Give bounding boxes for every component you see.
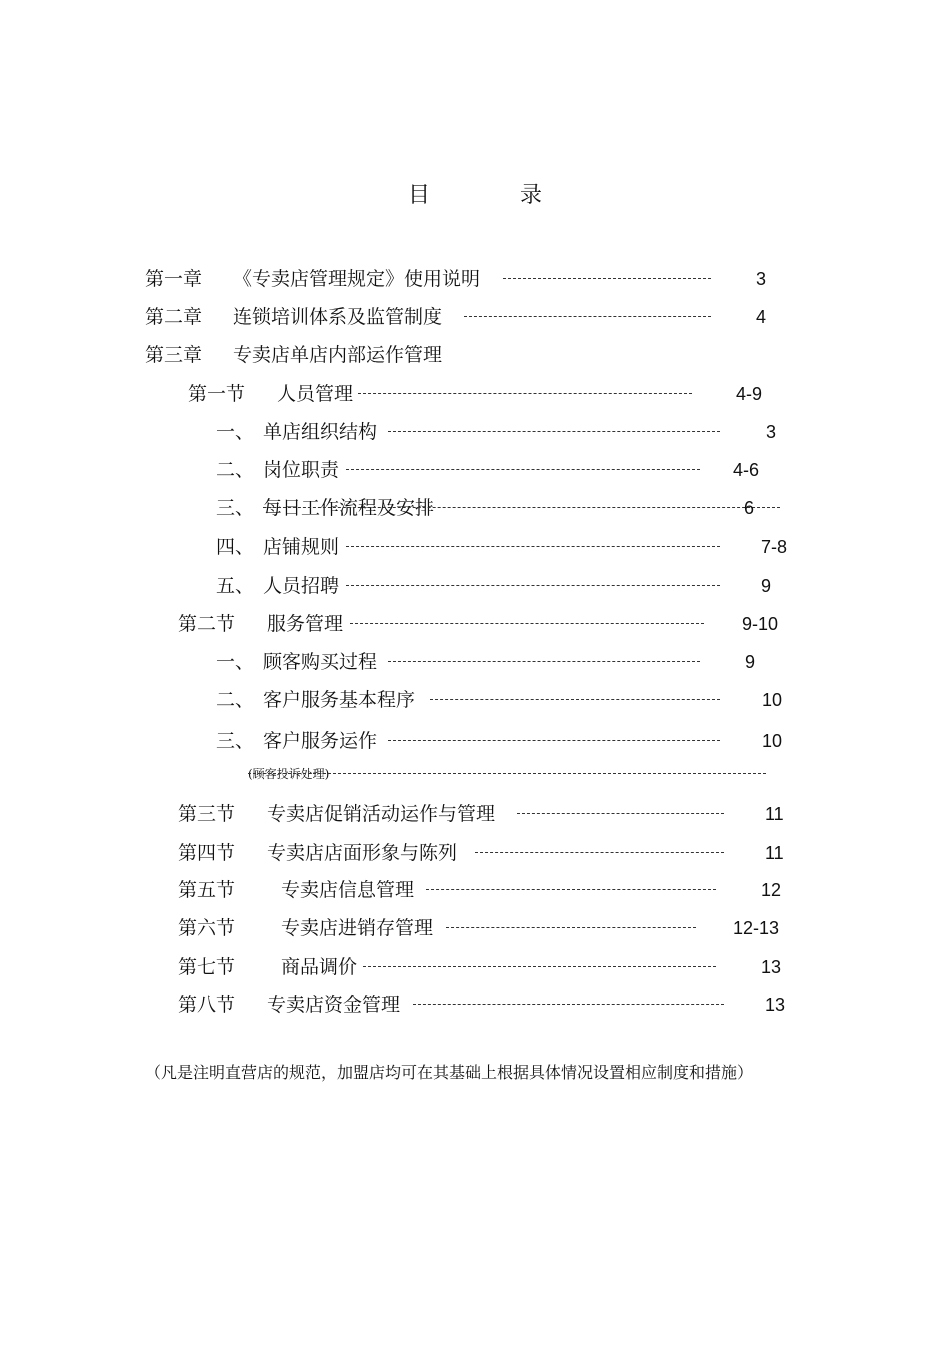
toc-label: 第三节 xyxy=(178,803,236,825)
toc-page: 11 xyxy=(765,843,784,863)
toc-text: 顾客购买过程 xyxy=(263,651,378,673)
toc-leader xyxy=(346,585,720,586)
toc-text: 店铺规则 xyxy=(263,536,340,558)
toc-text: 每日工作流程及安排 xyxy=(263,497,435,519)
toc-label: 五、 xyxy=(216,575,255,597)
toc-label: 第二节 xyxy=(178,613,236,635)
toc-row xyxy=(0,993,950,1017)
toc-page: 13 xyxy=(761,957,782,977)
toc-text: 人员招聘 xyxy=(263,575,340,597)
toc-label: 第八节 xyxy=(178,994,236,1016)
sub-note: (顾客投诉处理) xyxy=(248,767,330,781)
toc-text: 专卖店进销存管理 xyxy=(281,917,434,939)
toc-row xyxy=(0,612,950,636)
toc-label: 三、 xyxy=(216,730,255,752)
toc-text: 岗位职责 xyxy=(263,459,340,481)
toc-row xyxy=(0,420,950,444)
toc-leader xyxy=(475,852,724,853)
toc-page: 4-6 xyxy=(733,460,760,480)
toc-text: 单店组织结构 xyxy=(263,421,378,443)
toc-leader xyxy=(358,393,692,394)
toc-page: 9 xyxy=(761,576,772,596)
toc-leader xyxy=(430,699,720,700)
footnote: （凡是注明直营店的规范，加盟店均可在其基础上根据具体情况设置相应制度和措施） xyxy=(145,1063,754,1082)
toc-row xyxy=(0,841,950,865)
toc-label: 四、 xyxy=(216,536,255,558)
toc-row xyxy=(0,729,950,753)
toc-page: 12 xyxy=(761,880,782,900)
toc-text: 客户服务运作 xyxy=(263,730,378,752)
toc-leader xyxy=(248,773,766,774)
toc-label: 第一节 xyxy=(188,383,246,405)
toc-text: 专卖店资金管理 xyxy=(267,994,401,1016)
toc-text: 专卖店促销活动运作与管理 xyxy=(267,803,496,825)
toc-page: 3 xyxy=(766,422,777,442)
toc-label: 第七节 xyxy=(178,956,236,978)
toc-row xyxy=(0,496,950,520)
toc-page: 12-13 xyxy=(733,918,780,938)
toc-page: 10 xyxy=(762,690,783,710)
page-title xyxy=(0,178,950,209)
toc-label: 二、 xyxy=(216,689,255,711)
toc-page: 4-9 xyxy=(736,384,763,404)
toc-leader xyxy=(350,623,704,624)
toc-leader xyxy=(517,813,724,814)
toc-leader xyxy=(346,469,700,470)
toc-text: 专卖店单店内部运作管理 xyxy=(233,344,443,366)
toc-row xyxy=(0,382,950,406)
toc-text: 《专卖店管理规定》使用说明 xyxy=(233,268,481,290)
toc-page: 6 xyxy=(744,498,755,518)
toc-page: 9 xyxy=(745,652,756,672)
toc-leader xyxy=(363,966,716,967)
toc-page: 10 xyxy=(762,731,783,751)
toc-label: 第二章 xyxy=(145,306,203,328)
toc-page: 7-8 xyxy=(761,537,788,557)
toc-text: 专卖店信息管理 xyxy=(281,879,415,901)
toc-row xyxy=(0,305,950,329)
toc-page: 3 xyxy=(756,269,767,289)
toc-leader xyxy=(446,927,696,928)
toc-label: 一、 xyxy=(216,421,255,443)
toc-leader xyxy=(263,507,780,508)
toc-label: 一、 xyxy=(216,651,255,673)
toc-row xyxy=(0,955,950,979)
toc-label: 第一章 xyxy=(145,268,203,290)
toc-text: 商品调价 xyxy=(281,956,358,978)
toc-leader xyxy=(388,431,720,432)
toc-text: 连锁培训体系及监管制度 xyxy=(233,306,443,328)
toc-row xyxy=(0,574,950,598)
toc-page: 4 xyxy=(756,307,767,327)
toc-page: 11 xyxy=(765,804,784,824)
toc-text: 服务管理 xyxy=(267,613,344,635)
toc-row xyxy=(0,343,950,367)
toc-page: 13 xyxy=(765,995,786,1015)
toc-leader xyxy=(464,316,711,317)
toc-row xyxy=(0,267,950,291)
toc-leader xyxy=(346,546,720,547)
toc-text: 客户服务基本程序 xyxy=(263,689,416,711)
toc-leader xyxy=(388,740,720,741)
toc-leader xyxy=(503,278,711,279)
toc-row xyxy=(0,802,950,826)
toc-row xyxy=(0,458,950,482)
toc-row xyxy=(0,916,950,940)
toc-label: 第六节 xyxy=(178,917,236,939)
toc-leader xyxy=(413,1004,724,1005)
toc-row xyxy=(0,878,950,902)
toc-label: 第四节 xyxy=(178,842,236,864)
toc-row xyxy=(0,650,950,674)
toc-row xyxy=(0,535,950,559)
toc-label: 三、 xyxy=(216,497,255,519)
toc-leader xyxy=(388,661,700,662)
toc-label: 第三章 xyxy=(145,344,203,366)
toc-label: 二、 xyxy=(216,459,255,481)
toc-row xyxy=(0,688,950,712)
sub-note-leader-row xyxy=(0,762,950,786)
toc-label: 第五节 xyxy=(178,879,236,901)
title-char-1: 目 xyxy=(407,183,430,208)
toc-text: 专卖店店面形象与陈列 xyxy=(267,842,458,864)
toc-text: 人员管理 xyxy=(277,383,354,405)
title-char-2: 录 xyxy=(520,183,543,208)
toc-leader xyxy=(426,889,716,890)
toc-page: 9-10 xyxy=(742,614,779,634)
